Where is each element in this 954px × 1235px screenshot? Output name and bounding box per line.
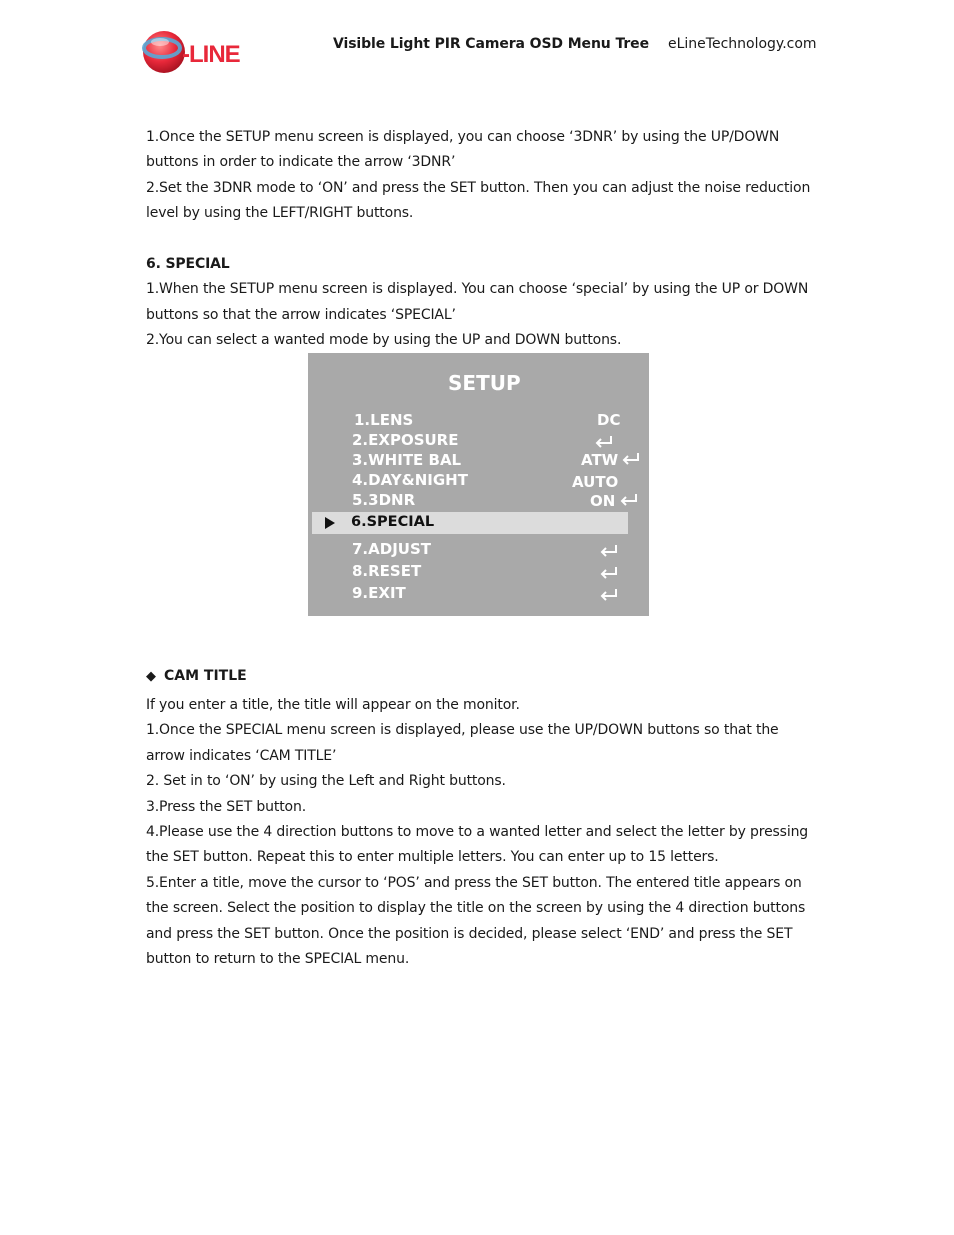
special-line: buttons so that the arrow indicates ‘SPECIAL’ <box>146 306 456 323</box>
cam-title-line: the screen. Select the position to display the title on the screen by using the 4 direction buttons <box>146 900 806 917</box>
osd-item-reset: 8.RESET <box>352 562 422 580</box>
enter-return-icon <box>621 452 641 466</box>
website-label: eLineTechnology.com <box>668 36 817 52</box>
osd-item-exit: 9.EXIT <box>352 584 406 602</box>
cam-title-paragraph <box>146 693 811 972</box>
osd-value-day-night: AUTO <box>572 473 619 491</box>
document-title: Visible Light PIR Camera OSD Menu Tree <box>333 36 649 52</box>
cam-title-line: button to return to the SPECIAL menu. <box>146 951 410 968</box>
cam-title-line: and press the SET button. Once the position is decided, please select ‘END’ and press the SET <box>146 925 793 942</box>
intro-line: 1.Once the SETUP menu screen is displayed, you can choose ‘3DNR’ by using the UP/DOWN <box>146 129 780 145</box>
osd-value-3dnr: ON <box>590 492 616 510</box>
osd-item-adjust: 7.ADJUST <box>352 540 431 558</box>
cam-title-heading <box>146 668 247 684</box>
cam-title-line: 2. Set in to ‘ON’ by using the Left and Right buttons. <box>146 773 506 790</box>
cam-title-line: 5.Enter a title, move the cursor to ‘POS’ and press the SET button. The entered title appears on <box>146 874 802 891</box>
osd-item-3dnr: 5.3DNR <box>352 491 416 509</box>
intro-line: buttons in order to indicate the arrow ‘3DNR’ <box>146 154 456 171</box>
osd-value-white-bal: ATW <box>581 451 619 469</box>
eline-logo <box>140 28 252 76</box>
enter-return-icon <box>599 544 619 558</box>
osd-menu-title: SETUP <box>448 371 521 395</box>
intro-line: 2.Set the 3DNR mode to ‘ON’ and press the SET button. Then you can adjust the noise reduction <box>146 179 811 196</box>
osd-item-lens: 1.LENS <box>354 411 414 429</box>
cam-title-line: If you enter a title, the title will appear on the monitor. <box>146 697 520 713</box>
special-heading: 6. SPECIAL <box>146 256 230 272</box>
intro-line: level by using the LEFT/RIGHT buttons. <box>146 205 414 222</box>
enter-return-icon <box>594 435 614 449</box>
osd-item-day-night: 4.DAY&NIGHT <box>352 471 468 489</box>
logo-text: -LINE <box>182 41 240 68</box>
cam-title-line: arrow indicates ‘CAM TITLE’ <box>146 747 337 764</box>
special-section <box>146 252 811 354</box>
diamond-bullet-icon: ◆ <box>146 669 156 684</box>
osd-value-lens: DC <box>597 411 621 429</box>
enter-return-icon <box>619 493 639 507</box>
cam-title-line: 3.Press the SET button. <box>146 798 306 815</box>
osd-setup-menu <box>308 353 649 616</box>
cam-title-line: 1.Once the SPECIAL menu screen is displayed, please use the UP/DOWN buttons so that the <box>146 722 779 739</box>
special-line: 1.When the SETUP menu screen is displayed. You can choose ‘special’ by using the UP or DOWN <box>146 281 809 298</box>
play-arrow-icon <box>324 516 336 530</box>
enter-return-icon <box>599 588 619 602</box>
osd-item-exposure: 2.EXPOSURE <box>352 431 459 449</box>
cam-title-line: the SET button. Repeat this to enter multiple letters. You can enter up to 15 letters. <box>146 849 719 866</box>
osd-item-white-bal: 3.WHITE BAL <box>352 451 462 469</box>
intro-paragraph <box>146 125 811 227</box>
cam-title-heading-text: CAM TITLE <box>164 668 247 684</box>
cam-title-line: 4.Please use the 4 direction buttons to move to a wanted letter and select the letter by pressing <box>146 824 809 841</box>
osd-item-special: 6.SPECIAL <box>351 514 435 530</box>
special-line: 2.You can select a wanted mode by using the UP and DOWN buttons. <box>146 332 622 349</box>
osd-selected-row <box>312 512 628 534</box>
enter-return-icon <box>599 566 619 580</box>
